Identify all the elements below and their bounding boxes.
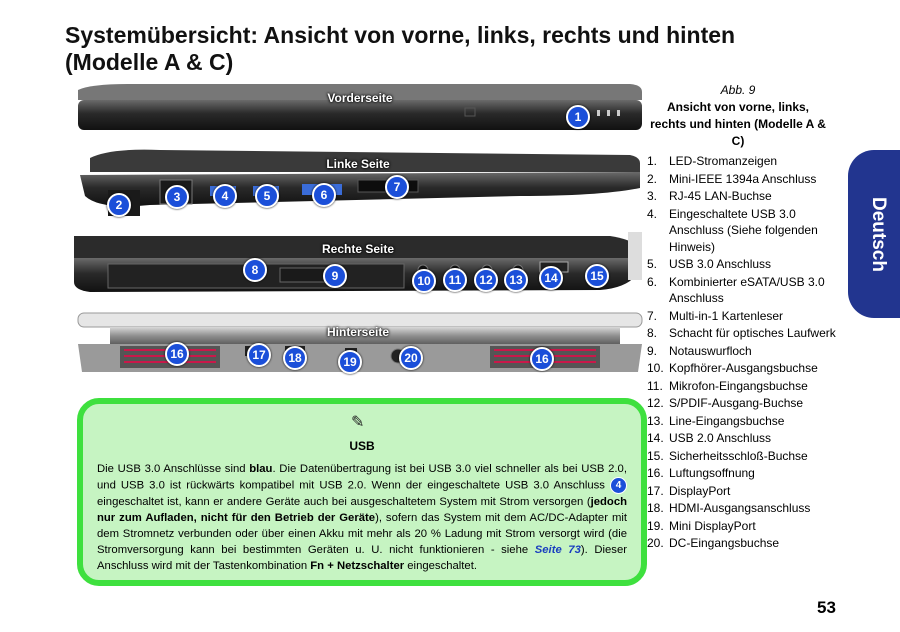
legend-item-text: Multi-in-1 Kartenleser bbox=[669, 308, 784, 323]
legend-item bbox=[647, 535, 837, 552]
legend-item bbox=[647, 171, 837, 188]
right-view-label: Rechte Seite bbox=[321, 242, 395, 256]
legend-item-text: Schacht für optisches Laufwerk bbox=[669, 326, 836, 340]
legend-item-number: 8. bbox=[647, 326, 658, 340]
legend-item bbox=[647, 413, 837, 430]
callout-marker: 7 bbox=[385, 175, 409, 199]
legend-item-number: 12. bbox=[647, 396, 664, 410]
callout-marker: 13 bbox=[504, 268, 528, 292]
note-text: Die USB 3.0 Anschlüsse sind bbox=[97, 463, 250, 475]
legend-item-text: HDMI-Ausgangsanschluss bbox=[669, 501, 811, 515]
callout-marker: 2 bbox=[107, 193, 131, 217]
callout-marker: 10 bbox=[412, 269, 436, 293]
note-bold-text: jedoch nur zum Aufladen, nicht für den Betrieb der Geräte bbox=[97, 496, 627, 524]
legend-item-text: S/PDIF-Ausgang-Buchse bbox=[669, 396, 804, 410]
figure-number: Abb. 9 bbox=[720, 83, 756, 97]
legend-item-number: 3. bbox=[647, 189, 658, 203]
legend-item-text: Line-Eingangsbuchse bbox=[669, 413, 785, 428]
legend-item bbox=[647, 518, 837, 535]
language-tab-label: Deutsch bbox=[868, 196, 889, 272]
callout-marker: 12 bbox=[474, 268, 498, 292]
legend-item-number: 4. bbox=[647, 206, 658, 221]
legend-item-number: 5. bbox=[647, 257, 658, 271]
legend-item-text: LED-Stromanzeigen bbox=[669, 154, 778, 168]
callout-marker-inline: 4 bbox=[610, 477, 627, 494]
callout-marker: 14 bbox=[539, 266, 563, 290]
legend-item-text: USB 2.0 Anschluss bbox=[669, 431, 772, 445]
legend-item bbox=[647, 206, 837, 256]
callout-marker: 4 bbox=[213, 184, 237, 208]
legend-item-text: Notauswurfloch bbox=[669, 343, 752, 358]
page-number: 53 bbox=[817, 598, 836, 617]
figure-title: Ansicht von vorne, links, rechts und hinten (Modelle A & C) bbox=[650, 100, 826, 148]
note-bold-text: Fn + Netzschalter bbox=[310, 560, 405, 572]
note-text: . Die Datenübertragung ist bei USB 3.0 viel schneller als bei USB 2.0, und USB 3.0 ist rückwärts kompatibel mit USB 2.0. Wenn der eingeschaltete USB 3.0 Anschluss bbox=[97, 463, 627, 492]
language-tab[interactable] bbox=[848, 150, 900, 318]
callout-marker: 16 bbox=[165, 342, 189, 366]
legend-item-number: 13. bbox=[647, 413, 664, 428]
left-view-label: Linke Seite bbox=[326, 157, 390, 171]
legend-item-text: Kombinierter eSATA/USB 3.0 Anschluss bbox=[669, 274, 825, 305]
legend-item-number: 15. bbox=[647, 448, 664, 463]
legend-item bbox=[647, 500, 837, 517]
note-text: eingeschaltet. bbox=[404, 560, 477, 572]
note-heading: USB bbox=[349, 439, 375, 453]
callout-marker: 5 bbox=[255, 184, 279, 208]
callout-marker: 8 bbox=[243, 258, 267, 282]
legend-item-number: 14. bbox=[647, 431, 664, 445]
callout-marker: 15 bbox=[585, 264, 609, 288]
pencil-icon: ✎ bbox=[351, 414, 365, 431]
legend-item bbox=[647, 483, 837, 500]
front-view-label: Vorderseite bbox=[327, 91, 393, 105]
legend-item-number: 7. bbox=[647, 308, 658, 323]
legend-item-number: 17. bbox=[647, 483, 664, 498]
legend-item bbox=[647, 325, 837, 342]
legend-item bbox=[647, 430, 837, 447]
legend-item-text: DC-Eingangsbuchse bbox=[669, 536, 780, 550]
legend-item-number: 10. bbox=[647, 361, 664, 375]
legend-item-text: RJ-45 LAN-Buchse bbox=[669, 189, 772, 203]
note-bold-text: blau bbox=[249, 463, 273, 475]
callout-marker: 1 bbox=[566, 105, 590, 129]
legend-item-number: 20. bbox=[647, 536, 664, 550]
legend-item-text: Kopfhörer-Ausgangsbuchse bbox=[669, 361, 818, 375]
legend-item bbox=[647, 360, 837, 377]
legend-list bbox=[647, 153, 837, 553]
callout-marker: 11 bbox=[443, 268, 467, 292]
rear-view-label: Hinterseite bbox=[326, 325, 390, 339]
legend-item-number: 11. bbox=[647, 378, 663, 393]
legend-item-number: 18. bbox=[647, 501, 664, 515]
legend-item bbox=[647, 343, 837, 360]
page-title: Systemübersicht: Ansicht von vorne, links, rechts und hinten (Modelle A & C) bbox=[65, 22, 736, 75]
legend-item-text: Luftungsoffnung bbox=[669, 466, 755, 480]
callout-marker: 18 bbox=[283, 346, 307, 370]
callout-marker: 19 bbox=[338, 350, 362, 374]
callout-marker: 3 bbox=[165, 185, 189, 209]
legend-item-number: 9. bbox=[647, 343, 658, 358]
note-text: eingeschaltet ist, kann er andere Geräte auch bei ausgeschaltetem System mit Strom versorgen ( bbox=[97, 496, 591, 508]
legend-item bbox=[647, 465, 837, 482]
legend-item bbox=[647, 153, 837, 170]
figure-caption bbox=[648, 83, 828, 150]
legend-item bbox=[647, 308, 837, 325]
note-body bbox=[97, 461, 627, 574]
legend-item bbox=[647, 448, 837, 465]
legend-item bbox=[647, 188, 837, 205]
usb-note-box bbox=[77, 398, 647, 586]
legend-item-text: DisplayPort bbox=[669, 483, 731, 498]
legend-item-text: Mini-IEEE 1394a Anschluss bbox=[669, 171, 817, 186]
legend-item-text: Sicherheitsschloß-Buchse bbox=[669, 448, 808, 463]
note-text: ), sofern das System mit dem AC/DC-Adapter mit dem Stromnetz verbunden oder über einen Akku mit mehr als 20 % Ladung mit Strom versorgt wird (die Stromversorgung kann bei bestimmten Geräten u. U. nicht funktionieren - siehe bbox=[97, 512, 628, 556]
legend-item-number: 6. bbox=[647, 274, 658, 289]
page-link[interactable]: Seite 73 bbox=[534, 544, 581, 556]
legend-item-text: USB 3.0 Anschluss bbox=[669, 257, 772, 271]
note-text: ). Dieser Anschluss wird mit der Tastenkombination bbox=[97, 544, 627, 572]
legend-item-text: Mini DisplayPort bbox=[669, 518, 756, 533]
legend-item bbox=[647, 395, 837, 412]
legend-item bbox=[647, 378, 837, 395]
legend-item-number: 2. bbox=[647, 171, 658, 186]
callout-marker: 9 bbox=[323, 264, 347, 288]
legend-item-text: Mikrofon-Eingangsbuchse bbox=[669, 378, 808, 393]
callout-marker: 20 bbox=[399, 346, 423, 370]
callout-marker: 17 bbox=[247, 343, 271, 367]
legend-item bbox=[647, 256, 837, 273]
legend-item-number: 19. bbox=[647, 518, 664, 533]
legend-item-number: 16. bbox=[647, 466, 664, 480]
callout-marker: 6 bbox=[312, 183, 336, 207]
legend-item bbox=[647, 274, 837, 307]
legend-item-number: 1. bbox=[647, 154, 658, 168]
callout-marker: 16 bbox=[530, 347, 554, 371]
legend-item-text: Eingeschaltete USB 3.0 Anschluss (Siehe folgenden Hinweis) bbox=[669, 206, 818, 254]
